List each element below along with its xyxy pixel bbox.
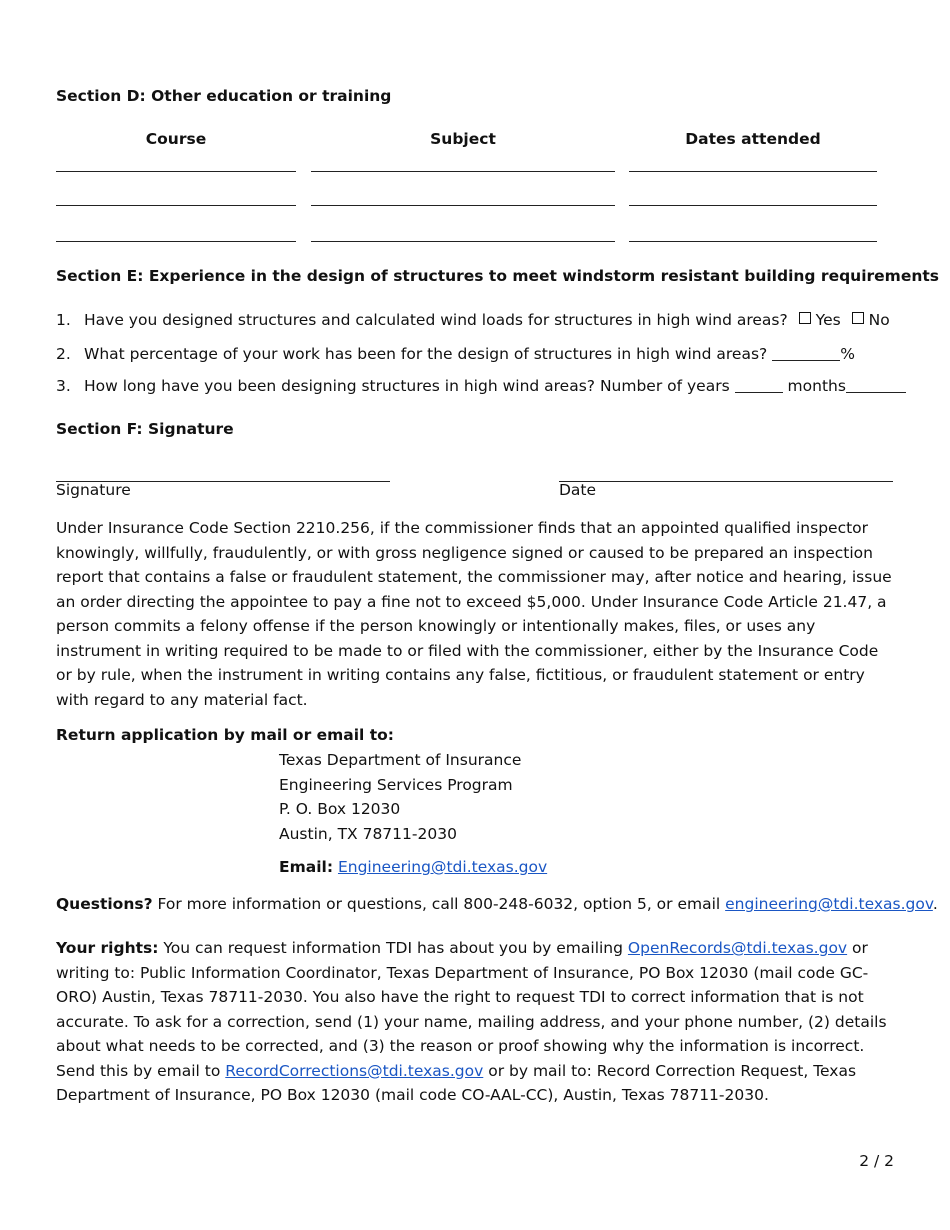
rights-text-1: You can request information TDI has about you by emailing bbox=[163, 939, 623, 957]
section-f-title: Section F: Signature bbox=[56, 420, 234, 438]
subject-field-3[interactable] bbox=[311, 241, 615, 242]
email-label: Email: bbox=[279, 858, 334, 876]
question-1 bbox=[56, 311, 890, 329]
legal-notice: Under Insurance Code Section 2210.256, if the commissioner finds that an appointed qualified inspector knowingly, willfully, fraudulently, or with gross negligence signed or caused to be prepared an inspection report that contains a false or fraudulent statement, the commissioner may, after notice and hearing, issue an order directing the appointee to pay a fine not to exceed $5,000. Under Insurance Code Article 21.47, a person commits a felony offense if the person knowingly or intentionally makes, files, or uses any instrument in writing required to be made to or filed with the commissioner, either by the Insurance Code or by rule, when the instrument in writing contains any false, fictitious, or fraudulent statement or entry with regard to any material fact. bbox=[56, 519, 892, 709]
yes-checkbox[interactable] bbox=[799, 312, 811, 324]
mailing-address bbox=[279, 748, 521, 846]
engineering-email-link[interactable]: Engineering@tdi.texas.gov bbox=[337, 858, 548, 876]
question-1-text: Have you designed structures and calculated wind loads for structures in high wind areas? bbox=[84, 311, 788, 329]
rights-paragraph bbox=[56, 936, 898, 1108]
address-line-4: Austin, TX 78711-2030 bbox=[279, 824, 457, 843]
dates-field-3[interactable] bbox=[629, 241, 877, 242]
years-field[interactable] bbox=[735, 392, 783, 393]
question-3-text: How long have you been designing structures in high wind areas? Number of years bbox=[84, 377, 730, 395]
record-corrections-email-link[interactable]: RecordCorrections@tdi.texas.gov bbox=[225, 1061, 484, 1080]
course-field-2[interactable] bbox=[56, 205, 296, 206]
no-label: No bbox=[868, 311, 890, 329]
question-3 bbox=[56, 377, 906, 395]
questions-text: For more information or questions, call 800-248-6032, option 5, or email bbox=[157, 895, 721, 913]
return-email-row bbox=[279, 858, 547, 876]
dates-field-1[interactable] bbox=[629, 171, 877, 172]
return-heading: Return application by mail or email to: bbox=[56, 726, 395, 744]
rights-text-3: or by mail to: Record Correction Request, Texas Department of Insurance, PO Box 12030 (mail code CO-AAL-CC), Austin, Texas 78711-2030. bbox=[56, 1061, 857, 1104]
question-2-text: What percentage of your work has been for the design of structures in high wind areas? bbox=[84, 345, 768, 363]
signature-label: Signature bbox=[56, 481, 131, 499]
course-field-3[interactable] bbox=[56, 241, 296, 242]
column-header-course: Course bbox=[145, 130, 207, 148]
months-label: months bbox=[787, 377, 846, 395]
section-e-title: Section E: Experience in the design of structures to meet windstorm resistant building requirements bbox=[56, 267, 940, 285]
address-line-2: Engineering Services Program bbox=[279, 775, 513, 794]
questions-end: . bbox=[932, 895, 938, 913]
date-field[interactable] bbox=[559, 481, 893, 482]
question-3-number: 3. bbox=[56, 377, 71, 395]
rights-text-2: or writing to: Public Information Coordinator, Texas Department of Insurance, PO Box 12030 (mail code GC-ORO) Austin, Texas 78711-2030. You also have the right to request TDI to correct information that is not accurate. To ask for a correction, send (1) your name, mailing address, and your phone number, (2) details about what needs to be corrected, and (3) the reason or proof showing why the information is incorrect. Send this by email to bbox=[56, 939, 887, 1080]
subject-field-1[interactable] bbox=[311, 171, 615, 172]
yes-label: Yes bbox=[815, 311, 841, 329]
open-records-email-link[interactable]: OpenRecords@tdi.texas.gov bbox=[627, 939, 848, 957]
column-header-subject: Subject bbox=[430, 130, 496, 148]
questions-email-link[interactable]: engineering@tdi.texas.gov bbox=[725, 895, 933, 913]
questions-note bbox=[56, 895, 938, 913]
dates-field-2[interactable] bbox=[629, 205, 877, 206]
percentage-field[interactable] bbox=[772, 360, 840, 361]
rights-label: Your rights: bbox=[56, 939, 159, 957]
question-1-number: 1. bbox=[56, 311, 71, 329]
column-header-dates: Dates attended bbox=[685, 130, 821, 148]
question-2 bbox=[56, 345, 855, 363]
subject-field-2[interactable] bbox=[311, 205, 615, 206]
address-line-3: P. O. Box 12030 bbox=[279, 800, 401, 818]
months-field[interactable] bbox=[846, 392, 906, 393]
question-2-number: 2. bbox=[56, 345, 71, 363]
course-field-1[interactable] bbox=[56, 171, 296, 172]
no-checkbox[interactable] bbox=[852, 312, 864, 324]
questions-label: Questions? bbox=[56, 895, 153, 913]
date-label: Date bbox=[559, 481, 597, 499]
page-number: 2 / 2 bbox=[859, 1152, 894, 1170]
address-line-1: Texas Department of Insurance bbox=[279, 751, 522, 769]
section-d-title: Section D: Other education or training bbox=[56, 87, 392, 105]
percent-sign: % bbox=[840, 345, 855, 363]
